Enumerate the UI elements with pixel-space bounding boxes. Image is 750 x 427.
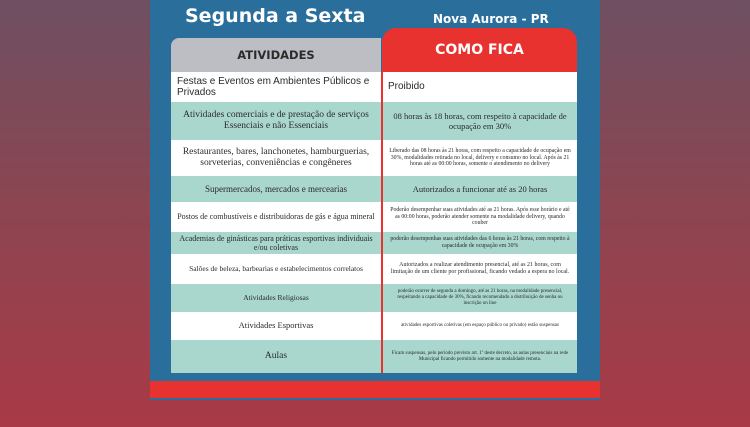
status-cell: Autorizados a realizar atendimento presencial, até as 21 horas, com limitação de um cliente por profissional, ficando vedado a espera no local. xyxy=(381,254,577,284)
activity-cell: Atividades comerciais e de prestação de serviços Essenciais e não Essenciais xyxy=(183,110,369,131)
activities-column-header: ATIVIDADES xyxy=(171,38,381,72)
status-cell: Ficam suspensas, pelo período previsto art. 1º deste decreto, as aulas presenciais na rede Municipal ficando permitido somente na modalidade remota. xyxy=(381,340,577,373)
status-column-header: COMO FICA xyxy=(382,28,577,72)
activity-cell: Restaurantes, bares, lanchonetes, hamburguerias, sorveterias, conveniências e congêneres xyxy=(182,147,370,168)
activity-cell: Atividades Religiosas xyxy=(243,292,309,302)
activity-cell: Academias de ginásticas para práticas esportivas individuais e/ou coletivas xyxy=(179,233,373,252)
activity-cell: Festas e Eventos em Ambientes Públicos e Privados xyxy=(177,75,370,98)
table-row xyxy=(171,176,577,202)
status-cell: atividades esportivas coletivas (em espaço público ou privado) estão suspensas xyxy=(381,312,577,340)
status-cell: 08 horas às 18 horas, com respeito à capacidade de ocupação em 30% xyxy=(381,102,577,140)
bottom-accent-bar xyxy=(150,381,600,398)
city-label: Nova Aurora - PR xyxy=(433,12,549,26)
table-row xyxy=(171,72,577,102)
table-row xyxy=(171,232,577,254)
status-cell: poderão ocorrer de segunda a domingo, até as 21 horas, na modalidade presencial, respeitando a capacidade de 30%, ficando recomendado a distribuição de senha ou inscrição on line xyxy=(381,284,577,312)
activity-cell: Postos de combustíveis e distribuidoras de gás e água mineral xyxy=(177,212,375,222)
table-row xyxy=(171,202,577,232)
table-row xyxy=(171,340,577,373)
table-row xyxy=(171,312,577,340)
table-row xyxy=(171,254,577,284)
activity-cell: Supermercados, mercados e mercearias xyxy=(205,183,347,194)
status-cell: poderão desempenhas suas atividades das 6 horas às 21 horas, com respeito à capacidade de ocupação em 30% xyxy=(381,232,577,254)
table-row xyxy=(171,140,577,176)
status-cell: Poderão desempenhar suas atividades até as 21 horas. Após esse horário e até as 00:00 horas, poderão atender somente na modalidade delivery, quando couber xyxy=(381,202,577,232)
table-row xyxy=(171,102,577,140)
table-row xyxy=(171,284,577,312)
rules-table xyxy=(171,72,577,373)
status-cell: Liberado das 08 horas às 21 horas, com respeito a capacidade de ocupação em 30%, modalidades retirada no local, delivery e consumo no local. Após às 21 horas até as 00:00 horas, somente o atendimento no delivery xyxy=(381,140,577,176)
day-range-title: Segunda a Sexta xyxy=(185,5,366,27)
activity-cell: Aulas xyxy=(264,351,288,362)
status-cell: Autorizados a funcionar até as 20 horas xyxy=(381,176,577,202)
activity-cell: Atividades Esportivas xyxy=(238,320,314,331)
status-cell: Proibido xyxy=(381,72,577,102)
activity-cell: Salões de beleza, barbearias e estabelecimentos correlatos xyxy=(189,263,363,273)
